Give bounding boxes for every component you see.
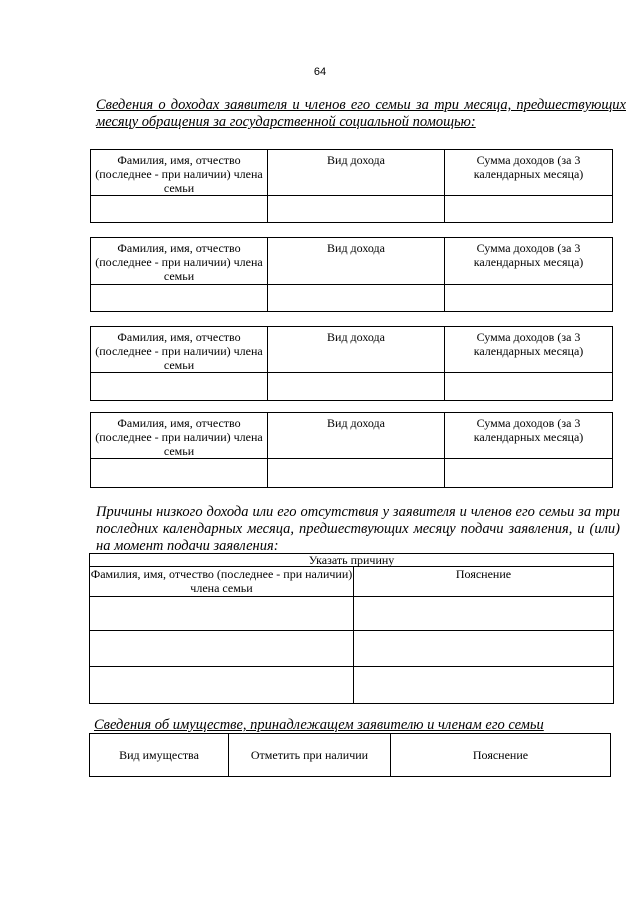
reasons-cell[interactable] (90, 631, 354, 667)
income-cell[interactable] (445, 196, 613, 223)
income-col-type-header: Вид дохода (268, 413, 445, 459)
income-col-name-header: Фамилия, имя, отчество (последнее - при наличии) члена семьи (91, 327, 268, 373)
income-col-type-header: Вид дохода (268, 150, 445, 196)
income-cell[interactable] (91, 459, 268, 488)
property-col-type-header: Вид имущества (90, 734, 229, 777)
income-cell[interactable] (91, 373, 268, 401)
reasons-heading (96, 504, 620, 555)
page-number: 64 (313, 66, 327, 78)
income-cell[interactable] (445, 459, 613, 488)
property-table (89, 733, 611, 777)
income-col-name-header: Фамилия, имя, отчество (последнее - при наличии) члена семьи (91, 413, 268, 459)
reasons-top-header: Указать причину (90, 554, 614, 567)
reasons-col-note-header: Пояснение (354, 567, 614, 597)
income-cell[interactable] (91, 196, 268, 223)
property-heading-text: Сведения об имуществе, принадлежащем заявителю и членам его семьи (94, 717, 544, 733)
income-cell[interactable] (268, 373, 445, 401)
reasons-cell[interactable] (354, 667, 614, 704)
income-col-sum-header: Сумма доходов (за 3 календарных месяца) (445, 150, 613, 196)
reasons-cell[interactable] (354, 631, 614, 667)
reasons-heading-text: Причины низкого дохода или его отсутствия у заявителя и членов его семьи за три последних календарных месяца, предшествующих месяцу подачи заявления, и (или) на момент подачи заявления: (96, 504, 620, 554)
property-heading (94, 717, 624, 734)
income-col-type-header: Вид дохода (268, 327, 445, 373)
income-cell[interactable] (91, 285, 268, 312)
income-heading (96, 97, 626, 131)
income-cell[interactable] (445, 373, 613, 401)
income-col-type-header: Вид дохода (268, 238, 445, 285)
reasons-table (89, 553, 614, 704)
income-col-sum-header: Сумма доходов (за 3 календарных месяца) (445, 238, 613, 285)
reasons-cell[interactable] (90, 597, 354, 631)
income-table-1 (90, 149, 613, 223)
income-col-name-header: Фамилия, имя, отчество (последнее - при наличии) члена семьи (91, 150, 268, 196)
income-col-name-header: Фамилия, имя, отчество (последнее - при наличии) члена семьи (91, 238, 268, 285)
income-cell[interactable] (268, 459, 445, 488)
income-cell[interactable] (445, 285, 613, 312)
income-cell[interactable] (268, 196, 445, 223)
reasons-col-name-header: Фамилия, имя, отчество (последнее - при наличии) члена семьи (90, 567, 353, 595)
income-col-sum-header: Сумма доходов (за 3 календарных месяца) (445, 413, 613, 459)
income-cell[interactable] (268, 285, 445, 312)
reasons-cell[interactable] (354, 597, 614, 631)
income-table-4 (90, 412, 613, 488)
income-heading-text: Сведения о доходах заявителя и членов его семьи за три месяца, предшествующих месяцу обращения за государственной социальной помощью: (96, 97, 626, 130)
income-col-sum-header: Сумма доходов (за 3 календарных месяца) (445, 327, 613, 373)
income-table-3 (90, 326, 613, 401)
property-col-note-header: Пояснение (391, 734, 611, 777)
property-col-mark-header: Отметить при наличии (229, 734, 391, 777)
reasons-cell[interactable] (90, 667, 354, 704)
income-table-2 (90, 237, 613, 312)
